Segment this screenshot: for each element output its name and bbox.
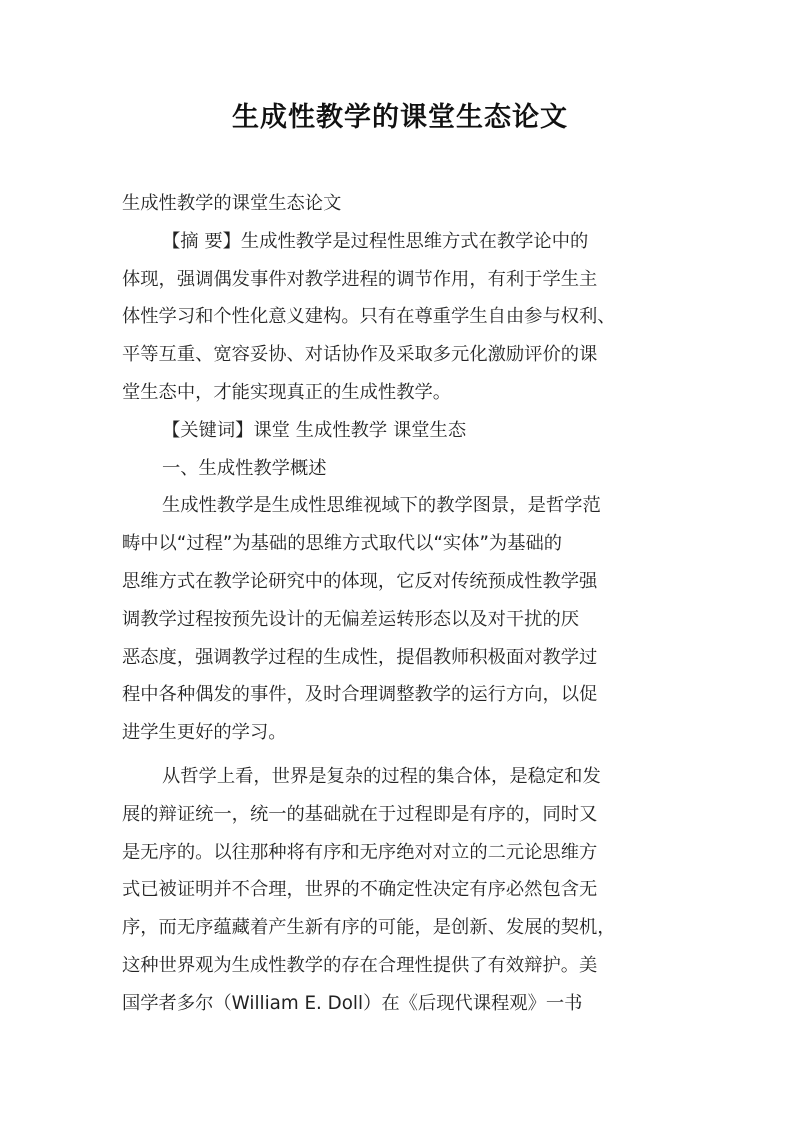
paragraph-line: 恶态度，强调教学过程的生成性，提倡教师积极面对教学过 bbox=[122, 646, 598, 668]
paragraph-line: 展的辩证统一，统一的基础就在于过程即是有序的，同时又 bbox=[122, 803, 598, 825]
document-body bbox=[122, 185, 682, 1023]
paragraph-line: 序，而无序蕴藏着产生新有序的可能，是创新、发展的契机， bbox=[122, 917, 616, 939]
abstract-line: 平等互重、宽容妥协、对话协作及采取多元化激励评价的课 bbox=[122, 344, 598, 366]
paragraph-line: 生成性教学是生成性思维视域下的教学图景，是哲学范 bbox=[162, 495, 601, 517]
paragraph-line: 程中各种偶发的事件，及时合理调整教学的运行方向，以促 bbox=[122, 684, 598, 706]
abstract-line: 【摘 要】生成性教学是过程性思维方式在教学论中的 bbox=[162, 230, 589, 252]
section-heading: 一、生成性教学概述 bbox=[162, 457, 327, 479]
abstract-line: 体性学习和个性化意义建构。只有在尊重学生自由参与权利、 bbox=[122, 306, 616, 328]
paragraph-line: 国学者多尔（William E. Doll）在《后现代课程观》一书 bbox=[122, 992, 583, 1014]
paragraph-line: 思维方式在教学论研究中的体现，它反对传统预成性教学强 bbox=[122, 570, 598, 592]
paragraph-line: 式已被证明并不合理，世界的不确定性决定有序必然包含无 bbox=[122, 879, 598, 901]
paragraph-line: 是无序的。以往那种将有序和无序绝对对立的二元论思维方 bbox=[122, 841, 598, 863]
paragraph-line: 调教学过程按预先设计的无偏差运转形态以及对干扰的厌 bbox=[122, 608, 580, 630]
paragraph-line: 从哲学上看，世界是复杂的过程的集合体，是稳定和发 bbox=[162, 765, 601, 787]
document-title: 生成性教学的课堂生态论文 bbox=[232, 102, 568, 133]
abstract-line: 堂生态中，才能实现真正的生成性教学。 bbox=[122, 381, 452, 403]
abstract-line: 体现，强调偶发事件对教学进程的调节作用，有利于学生主 bbox=[122, 268, 598, 290]
paragraph-line: 进学生更好的学习。 bbox=[122, 722, 287, 744]
paragraph-line: 畴中以“过程”为基础的思维方式取代以“实体”为基础的 bbox=[122, 533, 563, 555]
keywords-line: 【关键词】课堂 生成性教学 课堂生态 bbox=[162, 419, 467, 441]
subtitle-line: 生成性教学的课堂生态论文 bbox=[122, 193, 342, 214]
paragraph-line: 这种世界观为生成性教学的存在合理性提供了有效辩护。美 bbox=[122, 954, 598, 976]
